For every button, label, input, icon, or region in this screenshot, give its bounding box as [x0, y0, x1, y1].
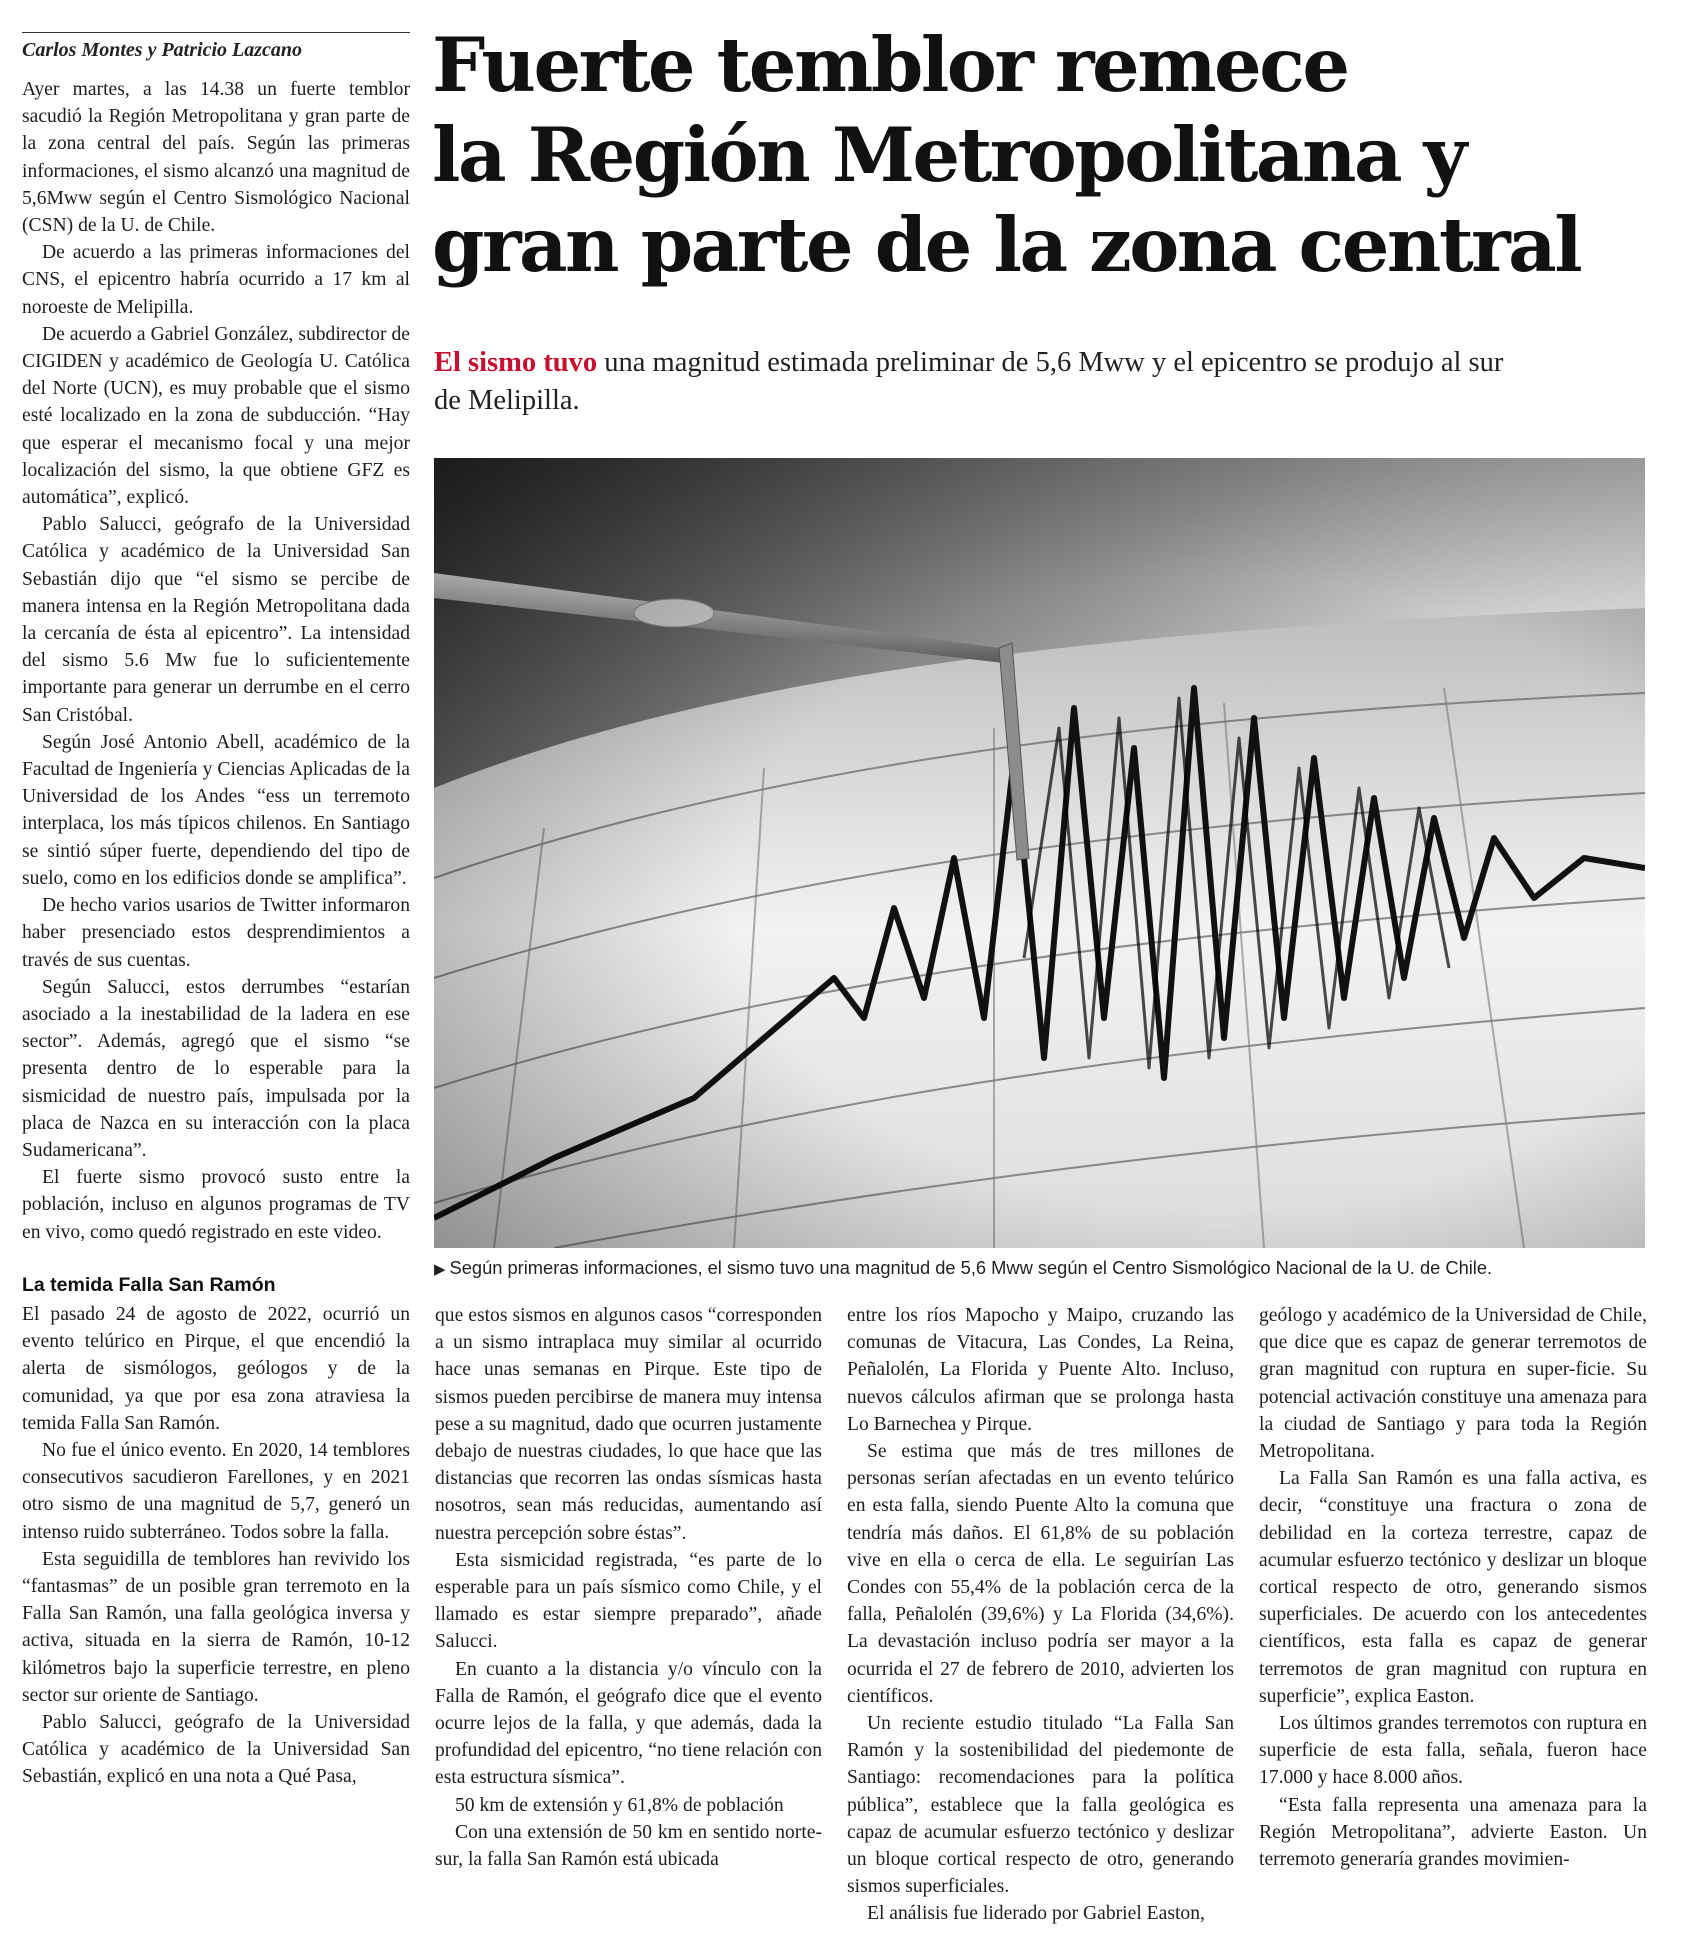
article-column-2 [435, 1302, 822, 1873]
paragraph: De acuerdo a las primeras informaciones del CNS, el epicentro habría ocurrido a 17 km al noroeste de Melipilla. [22, 242, 410, 318]
headline-line-2: la Región Metropolitana y [432, 111, 1465, 199]
paragraph: De acuerdo a Gabriel González, subdirector de CIGIDEN y académico de Geología U. Católica del Norte (UCN), es muy probable que el sismo esté localizado en la zona de subducción. “Hay que esperar el mecanismo focal y una mejor localización del sismo, la que obtiene GFZ es automática”, explicó. [22, 323, 410, 509]
paragraph: De hecho varios usarios de Twitter informaron haber presenciado estos desprendimientos a través de sus cuentas. [22, 895, 410, 971]
paragraph: No fue el único evento. En 2020, 14 temblores consecutivos sacudieron Farellones, y en 2021 otro sismo de una magnitud de 5,7, generó un intenso ruido subterráneo. Todos sobre la falla. [22, 1439, 410, 1543]
paragraph: Ayer martes, a las 14.38 un fuerte temblor sacudió la Región Metropolitana y gran parte de la zona central del país. Según las primeras informaciones, el sismo alcanzó una magnitud de 5,6Mww según el Centro Sismológico Nacional (CSN) de la U. de Chile. [22, 79, 410, 237]
subheading: 50 km de extensión y 61,8% de población [455, 1794, 784, 1816]
paragraph: En cuanto a la distancia y/o vínculo con la Falla de Ramón, el geógrafo dice que el evento ocurre lejos de la falla, y que además, dada la profundidad del epicentro, “no tiene relación con esta estructura sísmica”. [435, 1658, 822, 1789]
paragraph: “Esta falla representa una amenaza para la Región Metropolitana”, advierte Easton. Un terremoto generaría grandes movimien- [1259, 1794, 1647, 1871]
paragraph: El análisis fue liderado por Gabriel Easton, [867, 1903, 1205, 1925]
paragraph: Pablo Salucci, geógrafo de la Universidad Católica y académico de la Universidad San Sebastián, explicó en una nota a Qué Pasa, [22, 1711, 410, 1788]
paragraph: Los últimos grandes terremotos con ruptura en superficie de esta falla, señala, fueron hace 17.000 y hace 8.000 años. [1259, 1713, 1647, 1789]
seismograph-photo [434, 458, 1645, 1248]
deck-lead: El sismo tuvo [434, 347, 598, 378]
article-column-1 [22, 76, 410, 1791]
paragraph: Según José Antonio Abell, académico de la Facultad de Ingeniería y Ciencias Aplicadas de la Universidad de los Andes “ess un terremoto interplaca, los más típicos chilenos. En Santiago se sintió súper fuerte, dependiendo del tipo de suelo, como en los edificios donde se amplifica”. [22, 731, 410, 889]
paragraph: geólogo y académico de la Universidad de Chile, que dice que es capaz de generar terremotos de gran magnitud con ruptura en super-ficie. Su potencial activación constituye una amenaza para la ciudad de Santiago y para toda la Región Metropolitana. [1259, 1305, 1647, 1463]
article-column-3 [847, 1302, 1234, 1928]
paragraph: La Falla San Ramón es una falla activa, es decir, “constituye una fractura o zona de debilidad en la corteza terrestre, capaz de acumular esfuerzo tectónico y deslizar un bloque cortical respecto de otro, generando sismos superficiales. De acuerdo con los antecedentes científicos, esta falla es capaz de generar terremotos de gran magnitud con ruptura en superficie”, explica Easton. [1259, 1468, 1647, 1707]
paragraph: Pablo Salucci, geógrafo de la Universidad Católica y académico de la Universidad San Sebastián dijo que “el sismo se percibe de manera intensa en la Región Metropolitana dada la cercanía de ésta al epicentro”. La intensidad del sismo 5.6 Mw fue lo suficientemente importante para generar un derrumbe en el cerro San Cristóbal. [22, 514, 410, 726]
section-heading: La temida Falla San Ramón [22, 1273, 276, 1296]
byline: Carlos Montes y Patricio Lazcano [22, 32, 410, 62]
headline-line-3: gran parte de la zona central [432, 201, 1581, 289]
paragraph: Con una extensión de 50 km en sentido norte-sur, la falla San Ramón está ubicada [435, 1821, 822, 1871]
paragraph: Se estima que más de tres millones de personas serían afectadas en un evento telúrico en esta falla, siendo Puente Alto la comuna que tendría más daños. El 61,8% de su población vive en ella o cerca de ella. Le seguirían Las Condes con 55,4% de la población cerca de la falla, Peñalolén (39,6%) y La Florida (34,6%). La devastación incluso podría ser mayor a la ocurrida el 27 de febrero de 2010, advierten los científicos. [847, 1441, 1234, 1707]
deck-rest: una magnitud estimada preliminar de 5,6 Mww y el epicentro se produjo al sur de Melipilla. [434, 347, 1504, 416]
paragraph: que estos sismos en algunos casos “corresponden a un sismo intraplaca muy similar al ocurrido hace unas semanas en Pirque. Este tipo de sismos pueden percibirse de manera muy intensa pese a su magnitud, dado que ocurren justamente debajo de nuestras ciudades, lo que hace que las distancias que recorren las ondas sísmicas hasta nosotros, sean más reducidas, aumentando así nuestra percepción sobre éstas”. [435, 1305, 822, 1544]
paragraph: Esta sismicidad registrada, “es parte de lo esperable para un país sísmico como Chile, y el llamado es estar siempre preparado”, añade Salucci. [435, 1549, 822, 1653]
deck [434, 344, 1514, 420]
headline [432, 20, 1672, 290]
paragraph: Según Salucci, estos derrumbes “estarían asociado a la inestabilidad de la ladera en ese sector”. Además, agregó que el sismo “se presenta dentro de lo esperable para la sismicidad de nuestro país, impulsada por la placa de Nazca en su interacción con la placa Sudamericana”. [22, 976, 410, 1161]
caption-marker-icon: ▶ [434, 1261, 446, 1278]
paragraph: entre los ríos Mapocho y Maipo, cruzando las comunas de Vitacura, Las Condes, La Reina, Peñalolén, La Florida y Puente Alto. Incluso, nuevos cálculos afirman que se prolonga hasta Lo Barnechea y Pirque. [847, 1305, 1234, 1435]
article-column-4 [1259, 1302, 1647, 1873]
paragraph: Un reciente estudio titulado “La Falla San Ramón y la sostenibilidad del piedemonte de Santiago: recomendaciones para la política pública”, establece que la falla geológica es capaz de acumular esfuerzo tectónico y deslizar un bloque cortical respecto de otro, generando sismos superficiales. [847, 1713, 1234, 1898]
headline-line-1: Fuerte temblor remece [432, 21, 1348, 109]
paragraph: El pasado 24 de agosto de 2022, ocurrió un evento telúrico en Pirque, el que encendió la alerta de sismólogos, geólogos y de la comunidad, ya que por esa zona atraviesa la temida Falla San Ramón. [22, 1303, 410, 1434]
photo-caption [434, 1256, 1664, 1282]
paragraph: Esta seguidilla de temblores han revivido los “fantasmas” de un posible gran terremoto en la Falla San Ramón, una falla geológica inversa y activa, situada en la sierra de Ramón, 10-12 kilómetros bajo la superficie terrestre, en pleno sector sur oriente de Santiago. [22, 1548, 410, 1706]
seismograph-illustration [434, 458, 1645, 1248]
caption-text: Según primeras informaciones, el sismo tuvo una magnitud de 5,6 Mww según el Centro Sismológico Nacional de la U. de Chile. [449, 1257, 1493, 1278]
paragraph: El fuerte sismo provocó susto entre la población, incluso en algunos programas de TV en vivo, como quedó registrado en este video. [22, 1167, 410, 1243]
